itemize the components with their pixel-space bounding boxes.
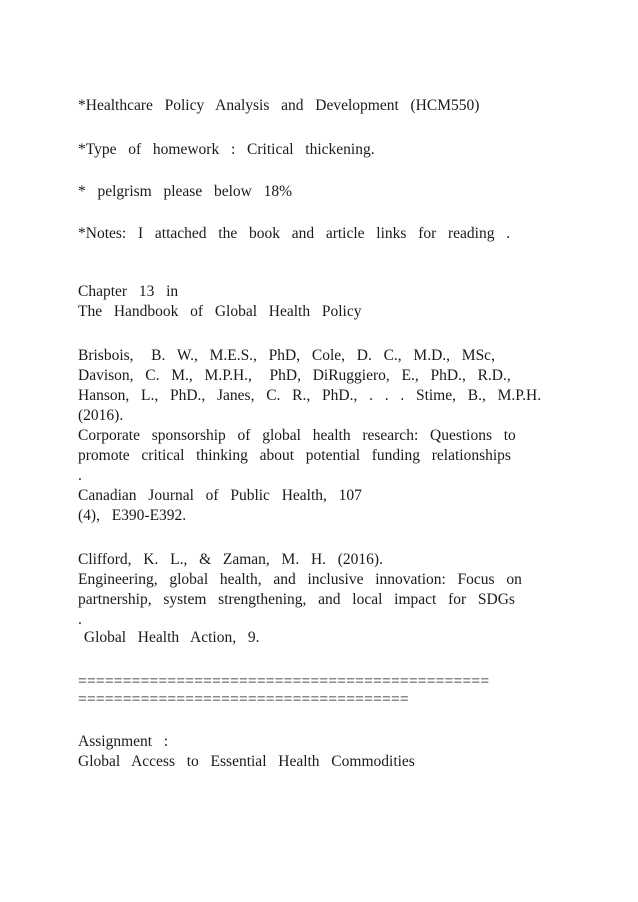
chapter-line: Chapter 13 in <box>78 283 179 300</box>
reference-1-year: (2016). <box>78 407 124 424</box>
reference-1-title-line-1: Corporate sponsorship of global health research: Questions to <box>78 427 516 444</box>
separator-rule-2: ===================================== <box>78 691 409 708</box>
reference-1-journal: Canadian Journal of Public Health, 107 <box>78 487 362 504</box>
reference-1-authors-line-1: Brisbois, B. W., M.E.S., PhD, Cole, D. C., M.D., MSc, <box>78 347 495 364</box>
assignment-title: Global Access to Essential Health Commodities <box>78 753 415 770</box>
reference-2-title-line-1: Engineering, global health, and inclusive innovation: Focus on <box>78 571 522 588</box>
reference-1-authors-line-3: Hanson, L., PhD., Janes, C. R., PhD., . . . Stime, B., M.P.H. <box>78 387 542 404</box>
reference-2-title-end: . <box>78 611 82 628</box>
course-title-line: *Healthcare Policy Analysis and Development (HCM550) <box>78 97 480 114</box>
notes-line: *Notes: I attached the book and article links for reading . <box>78 225 511 242</box>
reference-2-journal: Global Health Action, 9. <box>78 629 260 646</box>
reference-1-title-line-2: promote critical thinking about potential funding relationships <box>78 447 511 464</box>
reference-1-issue-pages: (4), E390-E392. <box>78 507 187 524</box>
book-title-line: The Handbook of Global Health Policy <box>78 303 362 320</box>
separator-rule-1: ============================================== <box>78 673 490 690</box>
homework-type-line: *Type of homework : Critical thickening. <box>78 141 375 158</box>
plagiarism-note-line: * pelgrism please below 18% <box>78 183 293 200</box>
reference-2-title-line-2: partnership, system strengthening, and local impact for SDGs <box>78 591 515 608</box>
reference-1-authors-line-2: Davison, C. M., M.P.H., PhD, DiRuggiero, E., PhD., R.D., <box>78 367 511 384</box>
reference-2-authors: Clifford, K. L., & Zaman, M. H. (2016). <box>78 551 383 568</box>
reference-1-title-end: . <box>78 467 82 484</box>
assignment-label: Assignment : <box>78 733 169 750</box>
